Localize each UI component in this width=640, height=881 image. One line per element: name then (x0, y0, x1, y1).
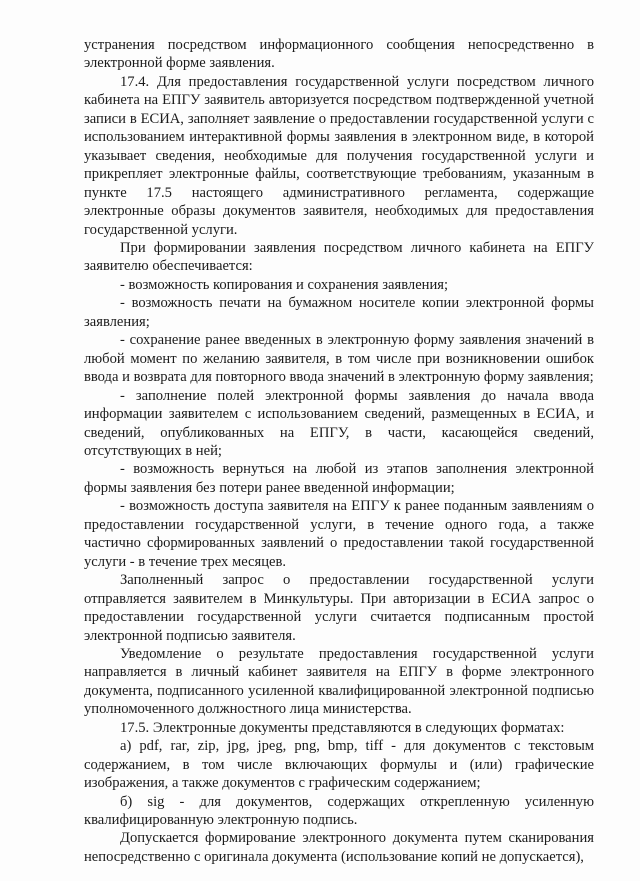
paragraph-continuation: устранения посредством информационного сообщения непосредственно в электронной форме заявления. (84, 37, 594, 72)
list-item-print: - возможность печати на бумажном носителе копии электронной формы заявления; (84, 295, 594, 330)
paragraph-notification: Уведомление о результате предоставления государственной услуги направляется в личный кабинет заявителя на ЕПГУ в форме электронного документа, подписанного усиленной квалифицированной электронной подписью уполномоченного должностного лица министерства. (84, 645, 594, 718)
paragraph-request-sent: Заполненный запрос о предоставлении государственной услуги отправляется заявителем в Минкультуры. При авторизации в ЕСИА запрос о предоставлении государственной услуги считается подписанным простой электронной подписью заявителя. (84, 572, 594, 644)
paragraph-scanning: Допускается формирование электронного документа путем сканирования непосредственно с оригинала документа (использование копий не допускается), (84, 830, 594, 865)
list-item-return-step: - возможность вернуться на любой из этапов заполнения электронной формы заявления без потери ранее введенной информации; (84, 461, 594, 496)
list-item-access-previous: - возможность доступа заявителя на ЕПГУ к ранее поданным заявлениям о предоставлении государственной услуги, в течение одного года, а также частично сформированных заявлений о предоставлении такой государственной услуги - в течение трех месяцев. (84, 498, 594, 570)
list-item-formats-a: а) pdf, rar, zip, jpg, jpeg, png, bmp, tiff - для документов с текстовым содержанием, в том числе включающих формулы и (или) графические изображения, а также документов с графическим содержанием; (84, 738, 594, 792)
paragraph-17-4: 17.4. Для предоставления государственной услуги посредством личного кабинета на ЕПГУ заявитель авторизуется посредством подтвержденной учетной записи в ЕСИА, заполняет заявление о предоставлении государственной услуги с использованием интерактивной формы заявления в электронном виде, в которой указывает сведения, необходимые для получения государственной услуги и прикрепляет электронные файлы, соответствующие требованиям, указанным в пункте 17.5 настоящего административного регламента, содержащие электронные образы документов заявителя, необходимых для предоставления государственной услуги. (84, 73, 594, 238)
list-item-copy-save: - возможность копирования и сохранения заявления; (120, 276, 449, 293)
list-item-formats-b: б) sig - для документов, содержащих открепленную усиленную квалифицированную электронную подпись. (84, 793, 594, 829)
list-item-autofill: - заполнение полей электронной формы заявления до начала ввода информации заявителем с использованием сведений, размещенных в ЕСИА, и сведений, опубликованных на ЕПГУ, в части, касающейся сведений, отсутствующих в ней; (84, 387, 594, 459)
paragraph-provisions-intro: При формировании заявления посредством личного кабинета на ЕПГУ заявителю обеспечивается: (84, 239, 594, 275)
document-body (84, 36, 594, 866)
paragraph-17-5: 17.5. Электронные документы представляются в следующих форматах: (120, 719, 565, 736)
list-item-keep-values: - сохранение ранее введенных в электронную форму заявления значений в любой момент по желанию заявителя, в том числе при возникновении ошибок ввода и возврата для повторного ввода значений в электронную форму заявления; (84, 332, 594, 386)
